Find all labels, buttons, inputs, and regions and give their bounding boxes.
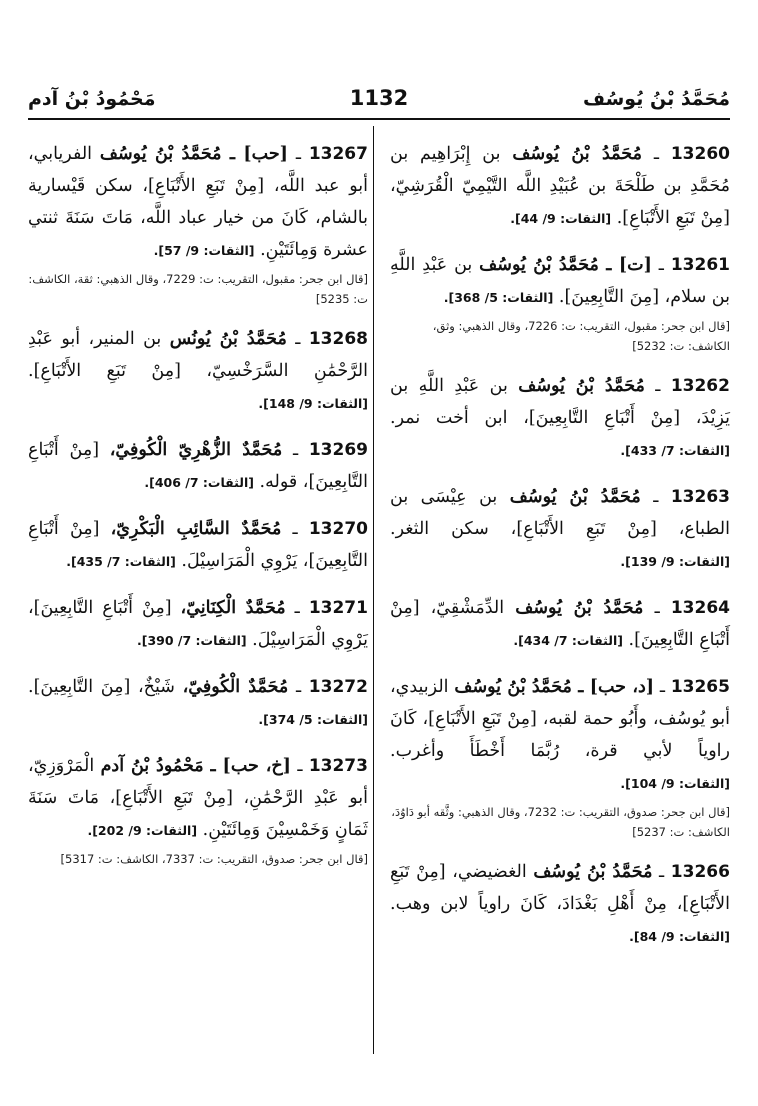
entry-number: 13266 <box>670 862 730 882</box>
entry-text: بن إِبْرَاهِيم بن مُحَمَّدِ بن طَلْحَةَ بن عُبَيْدِ اللَّه التَّيْمِيّ الْقُرَشِيّ، [مِنْ تَبَعِ الأَتْبَاعِ]. <box>390 144 730 228</box>
entry-footnote: [قال ابن جحر: صدوق، التقريب: ت: 7232، وقال الذهبي: وثَّقه أبو دَاوُدَ، الكاشف: ت: 5237] <box>391 805 730 839</box>
entry-body <box>28 592 368 657</box>
entry-body <box>390 671 730 800</box>
thiqat-citation: [الثقات: 9/ 84]. <box>629 929 730 944</box>
entry-text: الغضيضي، [مِنْ تَبَعِ الأَتْبَاعِ]، مِنْ أَهْلِ بَغْدَادَ، كَانَ راوياً لابن وهب. <box>390 862 730 914</box>
thiqat-citation: [الثقات: 5/ 374]. <box>258 712 368 727</box>
entry-body <box>390 370 730 467</box>
thiqat-citation: [الثقات: 9/ 202]. <box>87 823 198 838</box>
thiqat-citation: [الثقات: 9/ 104]. <box>620 776 730 791</box>
running-title-left: مَحْمُودُ بْنُ آدم <box>28 88 156 110</box>
entry-number: 13271 <box>308 598 368 618</box>
entry-number: 13260 <box>670 144 730 164</box>
entry-name: مُحَمَّدُ بْنُ يُوسُف <box>518 376 645 396</box>
entry-body <box>28 138 368 267</box>
biography-entry <box>390 138 730 235</box>
entry-dash: ـ <box>295 144 301 164</box>
entry-body <box>390 481 730 578</box>
biography-entry <box>390 481 730 578</box>
entry-text: الدِّمَشْقِيّ، [مِنْ أَتْبَاعِ التَّابِعِينَ]. <box>390 598 730 650</box>
thiqat-citation: [الثقات: 7/ 406]. <box>144 475 254 490</box>
entry-number: 13267 <box>308 144 368 164</box>
biography-entry <box>390 370 730 467</box>
biography-entry <box>28 434 368 499</box>
entry-text: بن المنير، أبو عَبْدِ الرَّحْمَٰنِ السَّرَخْسِيّ، [مِنْ تَبَعِ الأَتْبَاعِ]. <box>28 329 368 381</box>
biography-entry <box>390 856 730 953</box>
entry-name: مُحَمَّدٌ الْكُوفِيّ، <box>182 677 289 697</box>
entry-name: مُحَمَّدٌ السَّائِبِ الْبَكْرِيّ، <box>110 519 282 539</box>
thiqat-citation: [الثقات: 9/ 57]. <box>153 243 255 258</box>
entry-number: 13262 <box>670 376 730 396</box>
entry-name: مُحَمَّدٌ الزُّهْرِيّ الْكُوفِيّ، <box>109 440 283 460</box>
page-header <box>28 86 730 116</box>
entry-dash: ـ <box>292 440 299 460</box>
entry-footnote: [قال ابن جحر: مقبول، التقريب: ت: 7226، وقال الذهبي: وثق، الكاشف: ت: 5232] <box>432 319 730 353</box>
entry-footnote: [قال ابن جحر: مقبول، التقريب: ت: 7229، وقال الذهبي: ثقة، الكاشف: ت: 5235] <box>28 272 368 306</box>
thiqat-citation: [الثقات: 9/ 148]. <box>258 396 368 411</box>
biography-entry <box>28 750 368 869</box>
entry-name: [ت] ـ مُحَمَّدُ بْنُ يُوسُف <box>479 255 652 275</box>
entry-dash: ـ <box>294 598 300 618</box>
entry-body <box>390 592 730 657</box>
entry-text: بن عِيْسَى بن الطباع، [مِنْ تَبَعِ الأَتْبَاعِ]، سكن الثغر. <box>390 487 730 539</box>
biography-entry <box>28 513 368 578</box>
entry-number: 13268 <box>308 329 368 349</box>
entry-body <box>28 323 368 420</box>
entry-body <box>28 434 368 499</box>
entry-name: [خ، حب] ـ مَحْمُودُ بْنُ آدم <box>100 756 291 776</box>
entry-text: شَيْخٌ، [مِنَ التَّابِعِينَ]. <box>28 677 175 697</box>
header-rule <box>28 118 730 120</box>
entry-dash: ـ <box>655 376 661 396</box>
entry-dash: ـ <box>659 677 665 697</box>
entry-body <box>28 750 368 847</box>
biography-entry <box>390 592 730 657</box>
entry-body <box>390 138 730 235</box>
thiqat-citation: [الثقات: 7/ 433]. <box>620 443 730 458</box>
biography-entry <box>28 592 368 657</box>
biography-entry <box>390 249 730 356</box>
entry-body <box>390 856 730 953</box>
entry-text: بن عَبْدِ اللَّهِ بن سلام، [مِنَ التَّابِعِينَ]. <box>390 255 730 307</box>
entry-number: 13265 <box>670 677 730 697</box>
thiqat-citation: [الثقات: 5/ 368]. <box>443 290 554 305</box>
entry-number: 13269 <box>308 440 368 460</box>
entry-dash: ـ <box>659 862 665 882</box>
entry-number: 13264 <box>670 598 730 618</box>
thiqat-citation: [الثقات: 7/ 434]. <box>513 633 623 648</box>
entry-body <box>28 513 368 578</box>
right-column <box>390 138 730 967</box>
running-title-right: مُحَمَّدُ بْنُ يُوسُف <box>583 88 730 110</box>
entry-dash: ـ <box>295 329 301 349</box>
entry-text: [مِنْ أَتْبَاعِ التَّابِعِينَ]، قوله. <box>28 440 368 492</box>
entry-text: [مِنْ أَتْبَاعِ التَّابِعِينَ]، يَرْوِي الْمَرَاسِيْلَ. <box>28 598 368 650</box>
biography-entry <box>390 671 730 842</box>
entry-number: 13263 <box>670 487 730 507</box>
thiqat-citation: [الثقات: 7/ 390]. <box>137 633 247 648</box>
entry-name: مُحَمَّدُ بْنُ يُوسُف <box>509 487 641 507</box>
thiqat-citation: [الثقات: 9/ 139]. <box>620 554 730 569</box>
entry-number: 13272 <box>308 677 368 697</box>
entry-name: [حب] ـ مُحَمَّدُ بْنُ يُوسُف <box>99 144 288 164</box>
entry-dash: ـ <box>653 144 659 164</box>
left-column <box>28 138 368 883</box>
entry-body <box>390 249 730 314</box>
entry-number: 13270 <box>308 519 368 539</box>
entry-dash: ـ <box>295 677 302 697</box>
entry-number: 13261 <box>670 255 730 275</box>
entry-dash: ـ <box>292 519 298 539</box>
entry-text: الْمَرْوَزِيّ، أبو عَبْدِ الرَّحْمَٰنِ، [مِنْ تَبَعِ الأَتْبَاعِ]، مَاتَ سَنَةَ ثَمَانٍ وَخَمْسِيْنَ وَمِائَتَيْنِ. <box>28 756 368 840</box>
column-divider <box>373 126 374 1054</box>
thiqat-citation: [الثقات: 7/ 435]. <box>66 554 176 569</box>
page-number: 1132 <box>349 86 409 110</box>
thiqat-citation: [الثقات: 9/ 44]. <box>510 211 612 226</box>
entry-footnote: [قال ابن جحر: صدوق، التقريب: ت: 7337، الكاشف: ت: 5317] <box>60 852 368 866</box>
entry-dash: ـ <box>654 598 660 618</box>
entry-dash: ـ <box>658 255 664 275</box>
entry-dash: ـ <box>653 487 659 507</box>
entry-name: مُحَمَّدٌ الْكِنَانِيّ، <box>180 598 286 618</box>
biography-entry <box>28 323 368 420</box>
entry-dash: ـ <box>297 756 303 776</box>
entry-name: مُحَمَّدُ بْنُ يُونُس <box>169 329 287 349</box>
biography-entry <box>28 671 368 736</box>
biography-entry <box>28 138 368 309</box>
entry-text: [مِنْ أَتْبَاعِ التَّابِعِينَ]، يَرْوِي الْمَرَاسِيْلَ. <box>28 519 368 571</box>
entry-body <box>28 671 368 736</box>
entry-name: مُحَمَّدُ بْنُ يُوسُف <box>512 144 642 164</box>
entry-text: بن عَبْدِ اللَّهِ بن يَزِيْدَ، [مِنْ أَتْبَاعِ التَّابِعِينَ]، ابن أخت نمر. <box>390 376 730 428</box>
entry-name: مُحَمَّدُ بْنُ يُوسُف <box>515 598 644 618</box>
entry-text: الفريابي، أبو عبد اللَّه، [مِنْ تَبَعِ الأَتْبَاعِ]، سكن قَيْسارية بالشام، كَانَ من خيار عباد اللَّه، مَاتَ سَنَةَ ثنتي عشرة وَمِائَتَيْنِ. <box>28 144 368 260</box>
entry-name: مُحَمَّدُ بْنُ يُوسُف <box>533 862 653 882</box>
entry-name: [د، حب] ـ مُحَمَّدُ بْنُ يُوسُف <box>454 677 655 697</box>
entry-number: 13273 <box>308 756 368 776</box>
entry-text: الزبيدي، أبو يُوسُف، وأَبُو حمة لقبه، [مِنْ تَبَعِ الأَتْبَاعِ]، كَانَ راوياً لأبي قرة، رُبَّمَا أَخْطَأَ وأغرب. <box>390 677 730 761</box>
